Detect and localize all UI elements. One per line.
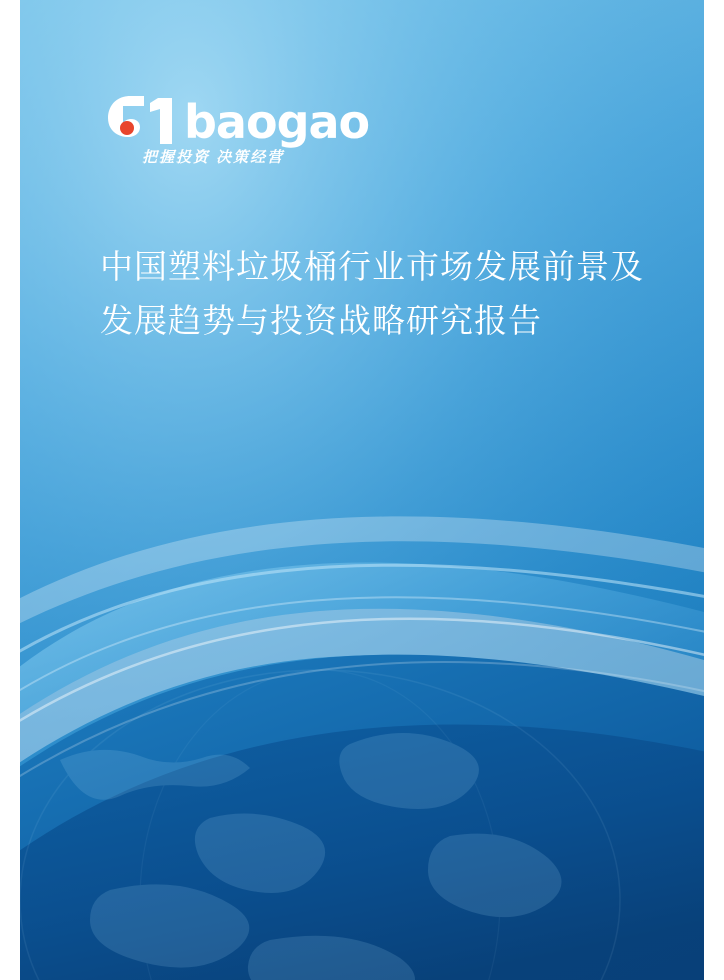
report-title-line-2: 发展趋势与投资战略研究报告: [100, 301, 542, 340]
brand-logo: [100, 92, 420, 172]
report-title-line-1: 中国塑料垃圾桶行业市场发展前景及: [100, 247, 644, 286]
report-title: [100, 240, 680, 348]
logo-wordmark: baogao: [184, 95, 370, 149]
logo-tagline: 把握投资 决策经营: [142, 149, 285, 166]
51-logo-icon: [100, 92, 190, 154]
